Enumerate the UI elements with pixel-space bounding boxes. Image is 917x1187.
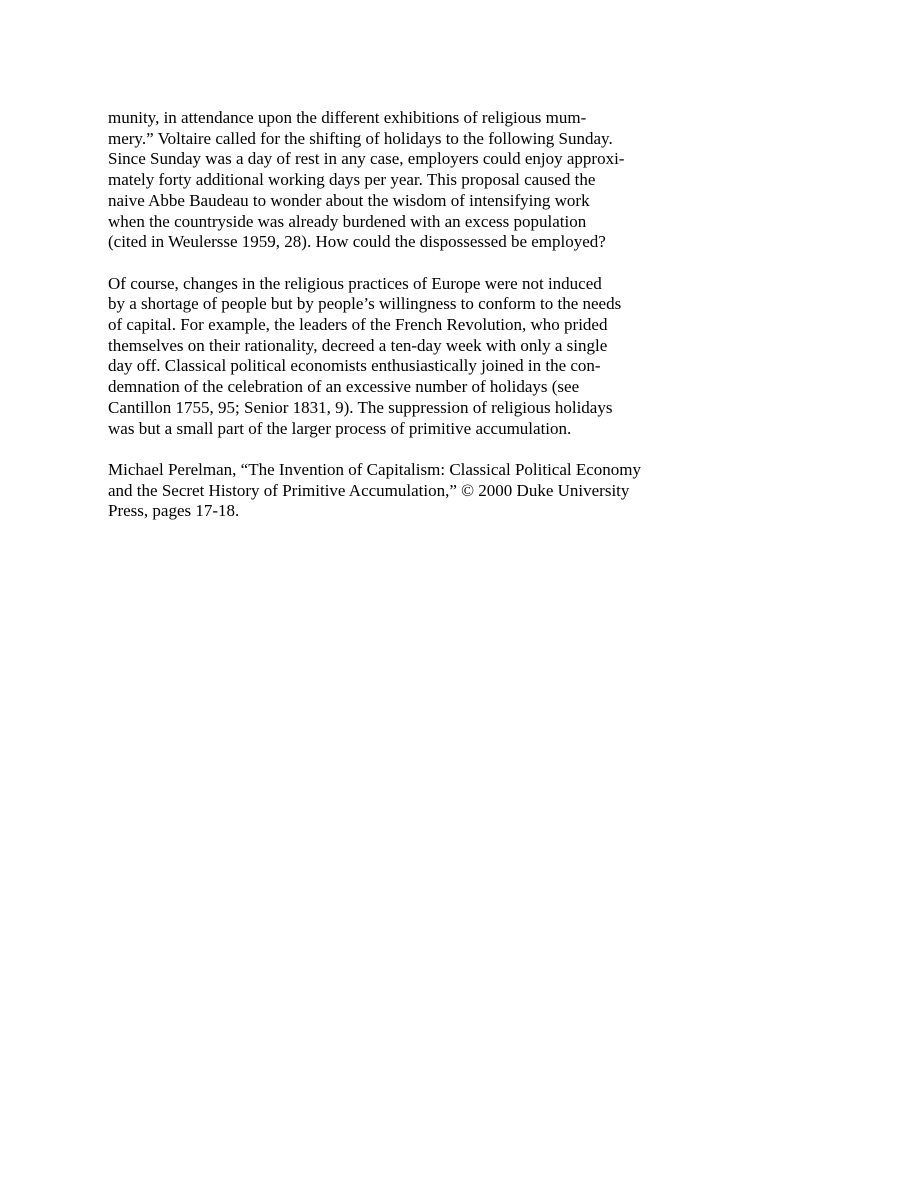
text-line: Of course, changes in the religious practices of Europe were not induced <box>108 273 602 293</box>
text-line: naive Abbe Baudeau to wonder about the wisdom of intensifying work <box>108 190 590 210</box>
text-line: (cited in Weulersse 1959, 28). How could the dispossessed be employed? <box>108 232 606 252</box>
text-line: of capital. For example, the leaders of the French Revolution, who prided <box>108 315 608 335</box>
citation-paragraph <box>108 460 708 522</box>
text-line: day off. Classical political economists enthusiastically joined in the con- <box>108 356 601 376</box>
body-paragraph-2 <box>108 274 708 440</box>
body-paragraph-1 <box>108 108 708 253</box>
text-line: mery.” Voltaire called for the shifting of holidays to the following Sunday. <box>108 128 613 148</box>
text-line: when the countryside was already burdened with an excess population <box>108 211 587 231</box>
text-line: Since Sunday was a day of rest in any case, employers could enjoy approxi- <box>108 149 625 169</box>
text-line: Cantillon 1755, 95; Senior 1831, 9). The suppression of religious holidays <box>108 397 613 417</box>
text-line: munity, in attendance upon the different exhibitions of religious mum- <box>108 108 587 127</box>
text-line: and the Secret History of Primitive Accumulation,” © 2000 Duke University <box>108 480 630 500</box>
document-page <box>108 108 708 543</box>
text-line: demnation of the celebration of an excessive number of holidays (see <box>108 377 580 397</box>
text-line: Press, pages 17-18. <box>108 501 240 521</box>
text-line: themselves on their rationality, decreed a ten-day week with only a single <box>108 335 608 355</box>
text-line: by a shortage of people but by people’s willingness to conform to the needs <box>108 294 622 314</box>
text-line: was but a small part of the larger process of primitive accumulation. <box>108 418 572 438</box>
text-line: mately forty additional working days per year. This proposal caused the <box>108 170 596 190</box>
text-line: Michael Perelman, “The Invention of Capitalism: Classical Political Economy <box>108 459 642 479</box>
